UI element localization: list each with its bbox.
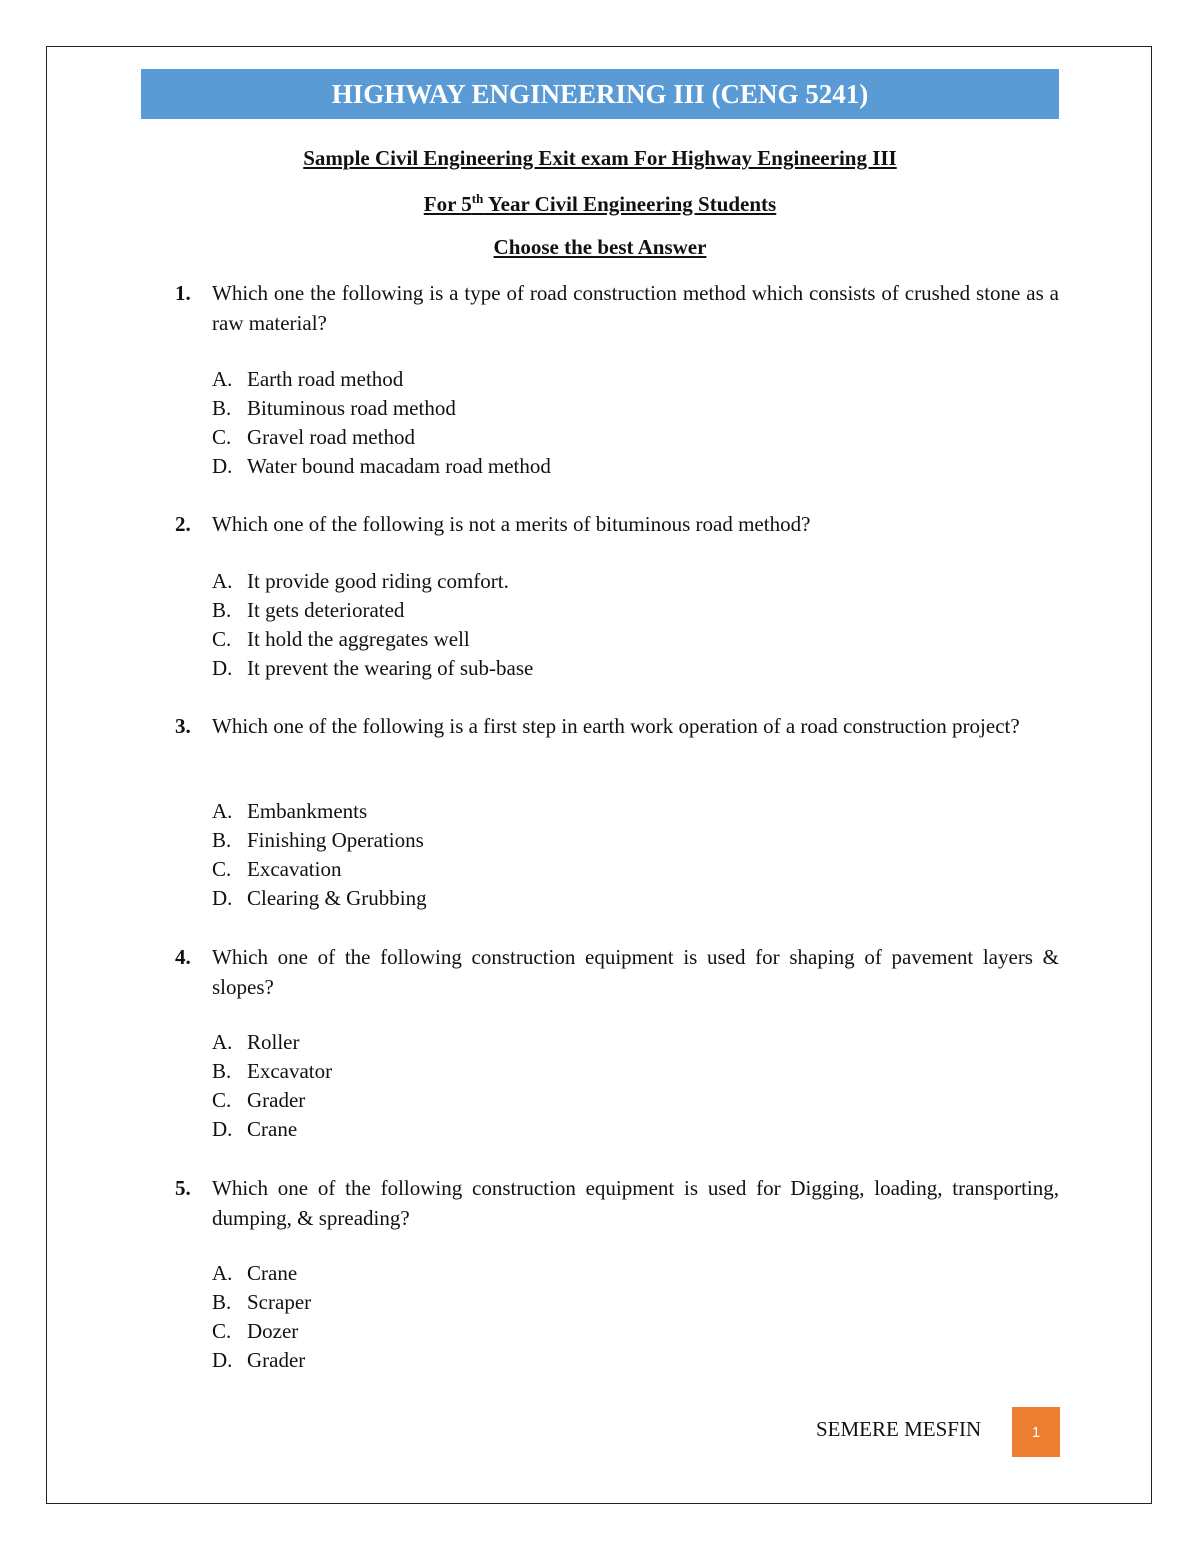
page-number: 1 bbox=[1031, 1423, 1041, 1441]
question-text: Which one of the following is a first step in earth work operation of a road construction project? bbox=[212, 714, 1020, 738]
question-2-options bbox=[212, 567, 533, 683]
question-1 bbox=[175, 278, 1059, 338]
question-4-options bbox=[212, 1028, 332, 1144]
question-3 bbox=[175, 711, 1059, 741]
exam-subtitle: Sample Civil Engineering Exit exam For Highway Engineering III bbox=[303, 146, 897, 170]
option-b: B. Bituminous road method bbox=[212, 396, 456, 420]
instruction: Choose the best Answer bbox=[493, 235, 707, 259]
option-c: C. Dozer bbox=[212, 1319, 299, 1343]
question-text: Which one of the following construction equipment is used for Digging, loading, transporting, dumping, & spreading? bbox=[212, 1176, 1059, 1230]
option-d: D. Water bound macadam road method bbox=[212, 454, 551, 478]
author-name: SEMERE MESFIN bbox=[816, 1417, 982, 1441]
question-text: Which one of the following is not a merits of bituminous road method? bbox=[212, 512, 811, 536]
title-banner bbox=[141, 69, 1059, 119]
option-b: B. Excavator bbox=[212, 1059, 333, 1083]
question-text: Which one of the following construction equipment is used for shaping of pavement layers & slopes? bbox=[212, 945, 1059, 999]
question-4 bbox=[175, 942, 1059, 1002]
option-a: A. Embankments bbox=[212, 799, 368, 823]
option-b: B. Scraper bbox=[212, 1290, 312, 1314]
document-title: HIGHWAY ENGINEERING III (CENG 5241) bbox=[331, 78, 869, 109]
question-number: 2. bbox=[175, 512, 191, 536]
question-number: 5. bbox=[175, 1176, 191, 1200]
option-a: A. Earth road method bbox=[212, 367, 404, 391]
page-number-box bbox=[1012, 1407, 1060, 1457]
question-5-options bbox=[212, 1259, 311, 1375]
question-number: 3. bbox=[175, 714, 191, 738]
question-5 bbox=[175, 1173, 1059, 1233]
option-d: D. It prevent the wearing of sub-base bbox=[212, 656, 534, 680]
question-number: 4. bbox=[175, 945, 191, 969]
option-c: C. Excavation bbox=[212, 857, 342, 881]
question-1-options bbox=[212, 365, 551, 481]
question-3-options bbox=[212, 797, 427, 913]
option-a: A. Crane bbox=[212, 1261, 298, 1285]
option-b: B. Finishing Operations bbox=[212, 828, 424, 852]
option-a: A. It provide good riding comfort. bbox=[212, 569, 509, 593]
option-a: A. Roller bbox=[212, 1030, 300, 1054]
option-b: B. It gets deteriorated bbox=[212, 598, 405, 622]
option-c: C. Grader bbox=[212, 1088, 306, 1112]
option-d: D. Grader bbox=[212, 1348, 306, 1372]
option-c: C. It hold the aggregates well bbox=[212, 627, 470, 651]
option-c: C. Gravel road method bbox=[212, 425, 415, 449]
option-d: D. Clearing & Grubbing bbox=[212, 886, 427, 910]
question-2 bbox=[175, 509, 1059, 539]
question-number: 1. bbox=[175, 281, 191, 305]
option-d: D. Crane bbox=[212, 1117, 298, 1141]
question-text: Which one the following is a type of road construction method which consists of crushed stone as a raw material? bbox=[212, 281, 1059, 335]
students-subtitle: For 5th Year Civil Engineering Students bbox=[423, 191, 777, 216]
